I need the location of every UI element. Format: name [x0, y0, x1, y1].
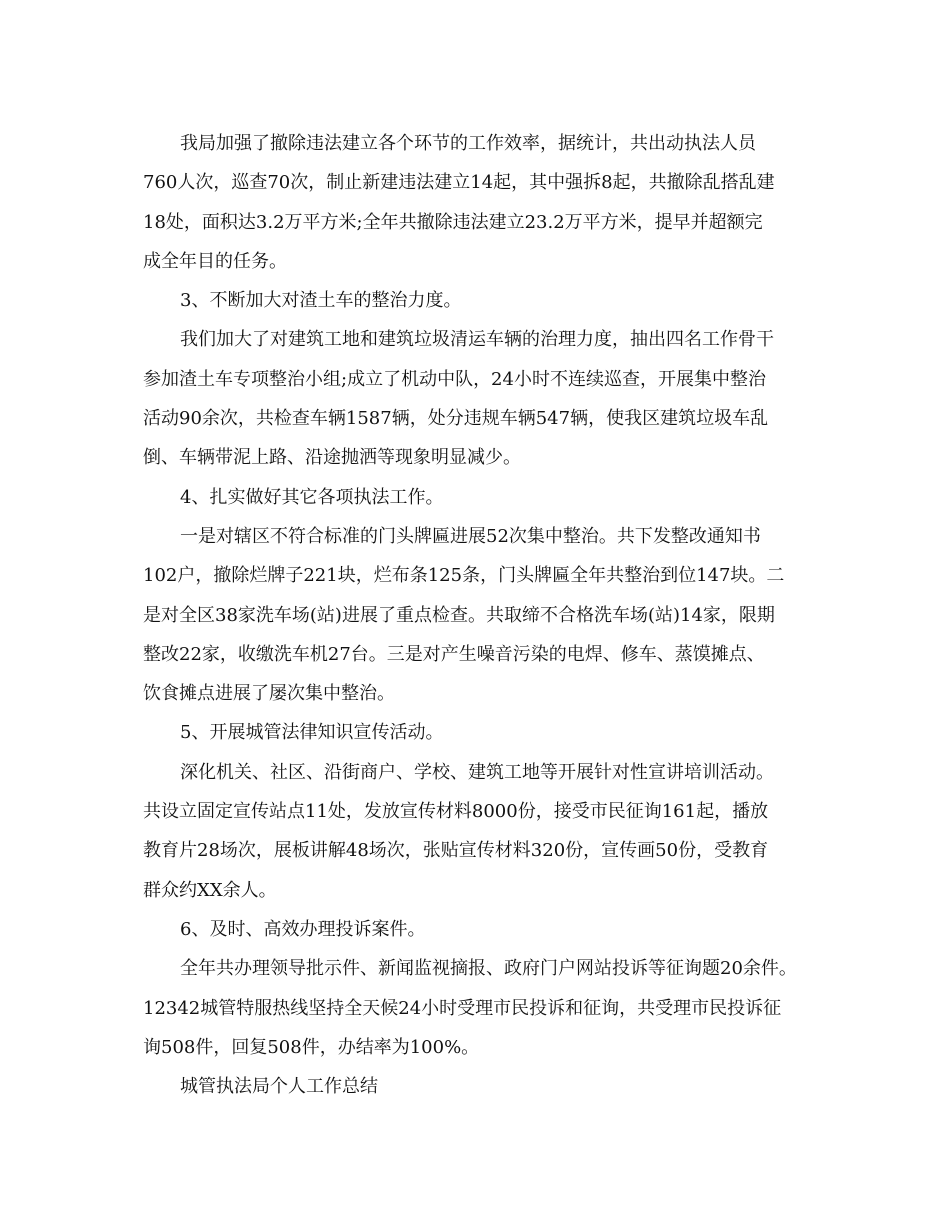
text-line: 6、及时、高效办理投诉案件。	[180, 918, 426, 940]
text-line: 12342城管特服热线坚持全天候24小时受理市民投诉和征询，共受理市民投诉征	[143, 997, 782, 1019]
text-line: 全年共办理领导批示件、新闻监视摘报、政府门户网站投诉等征询题20余件。	[180, 958, 797, 980]
text-line: 760人次，巡查70次，制止新建违法建立14起，其中强拆8起，共撤除乱搭乱建	[143, 172, 775, 194]
text-line: 饮食摊点进展了屡次集中整治。	[143, 683, 395, 705]
text-line: 102户，撤除烂牌子221块，烂布条125条，门头牌匾全年共整治到位147块。二	[143, 565, 785, 587]
text-line: 3、不断加大对渣土车的整治力度。	[180, 290, 462, 312]
text-line: 整改22家，收缴洗车机27台。三是对产生噪音污染的电焊、修车、蒸馍摊点、	[143, 643, 765, 665]
text-line: 一是对辖区不符合标准的门头牌匾进展52次集中整治。共下发整改通知书	[180, 525, 761, 547]
text-line: 我局加强了撤除违法建立各个环节的工作效率，据统计，共出动执法人员	[180, 133, 756, 154]
text-line: 倒、车辆带泥上路、沿途抛洒等现象明显减少。	[143, 447, 521, 469]
text-line: 教育片28场次，展板讲解48场次，张贴宣传材料320份，宣传画50份，受教育	[143, 840, 769, 862]
text-line: 5、开展城管法律知识宣传活动。	[180, 722, 444, 744]
text-line: 活动90余次，共检查车辆1587辆，处分违规车辆547辆，使我区建筑垃圾车乱	[143, 408, 769, 430]
text-line: 4、扎实做好其它各项执法工作。	[180, 486, 444, 508]
text-line: 18处，面积达3.2万平方米;全年共撤除违法建立23.2万平方米，提早并超额完	[143, 211, 763, 233]
text-line: 深化机关、社区、沿街商户、学校、建筑工地等开展针对性宣讲培训活动。	[180, 761, 774, 783]
text-line: 参加渣土车专项整治小组;成立了机动中队，24小时不连续巡查，开展集中整治	[143, 368, 766, 390]
text-line: 共设立固定宣传站点11处，发放宣传材料8000份，接受市民征询161起，播放	[143, 801, 769, 823]
text-line: 是对全区38家洗车场(站)进展了重点检查。共取缔不合格洗车场(站)14家，限期	[143, 604, 775, 626]
text-line: 城管执法局个人工作总结	[180, 1076, 378, 1098]
text-line: 询508件，回复508件，办结率为100%。	[143, 1036, 480, 1058]
text-line: 我们加大了对建筑工地和建筑垃圾清运车辆的治理力度，抽出四名工作骨干	[180, 329, 774, 351]
text-line: 群众约XX余人。	[143, 879, 277, 901]
document-body	[143, 124, 823, 1106]
text-line: 成全年目的任务。	[143, 250, 287, 272]
